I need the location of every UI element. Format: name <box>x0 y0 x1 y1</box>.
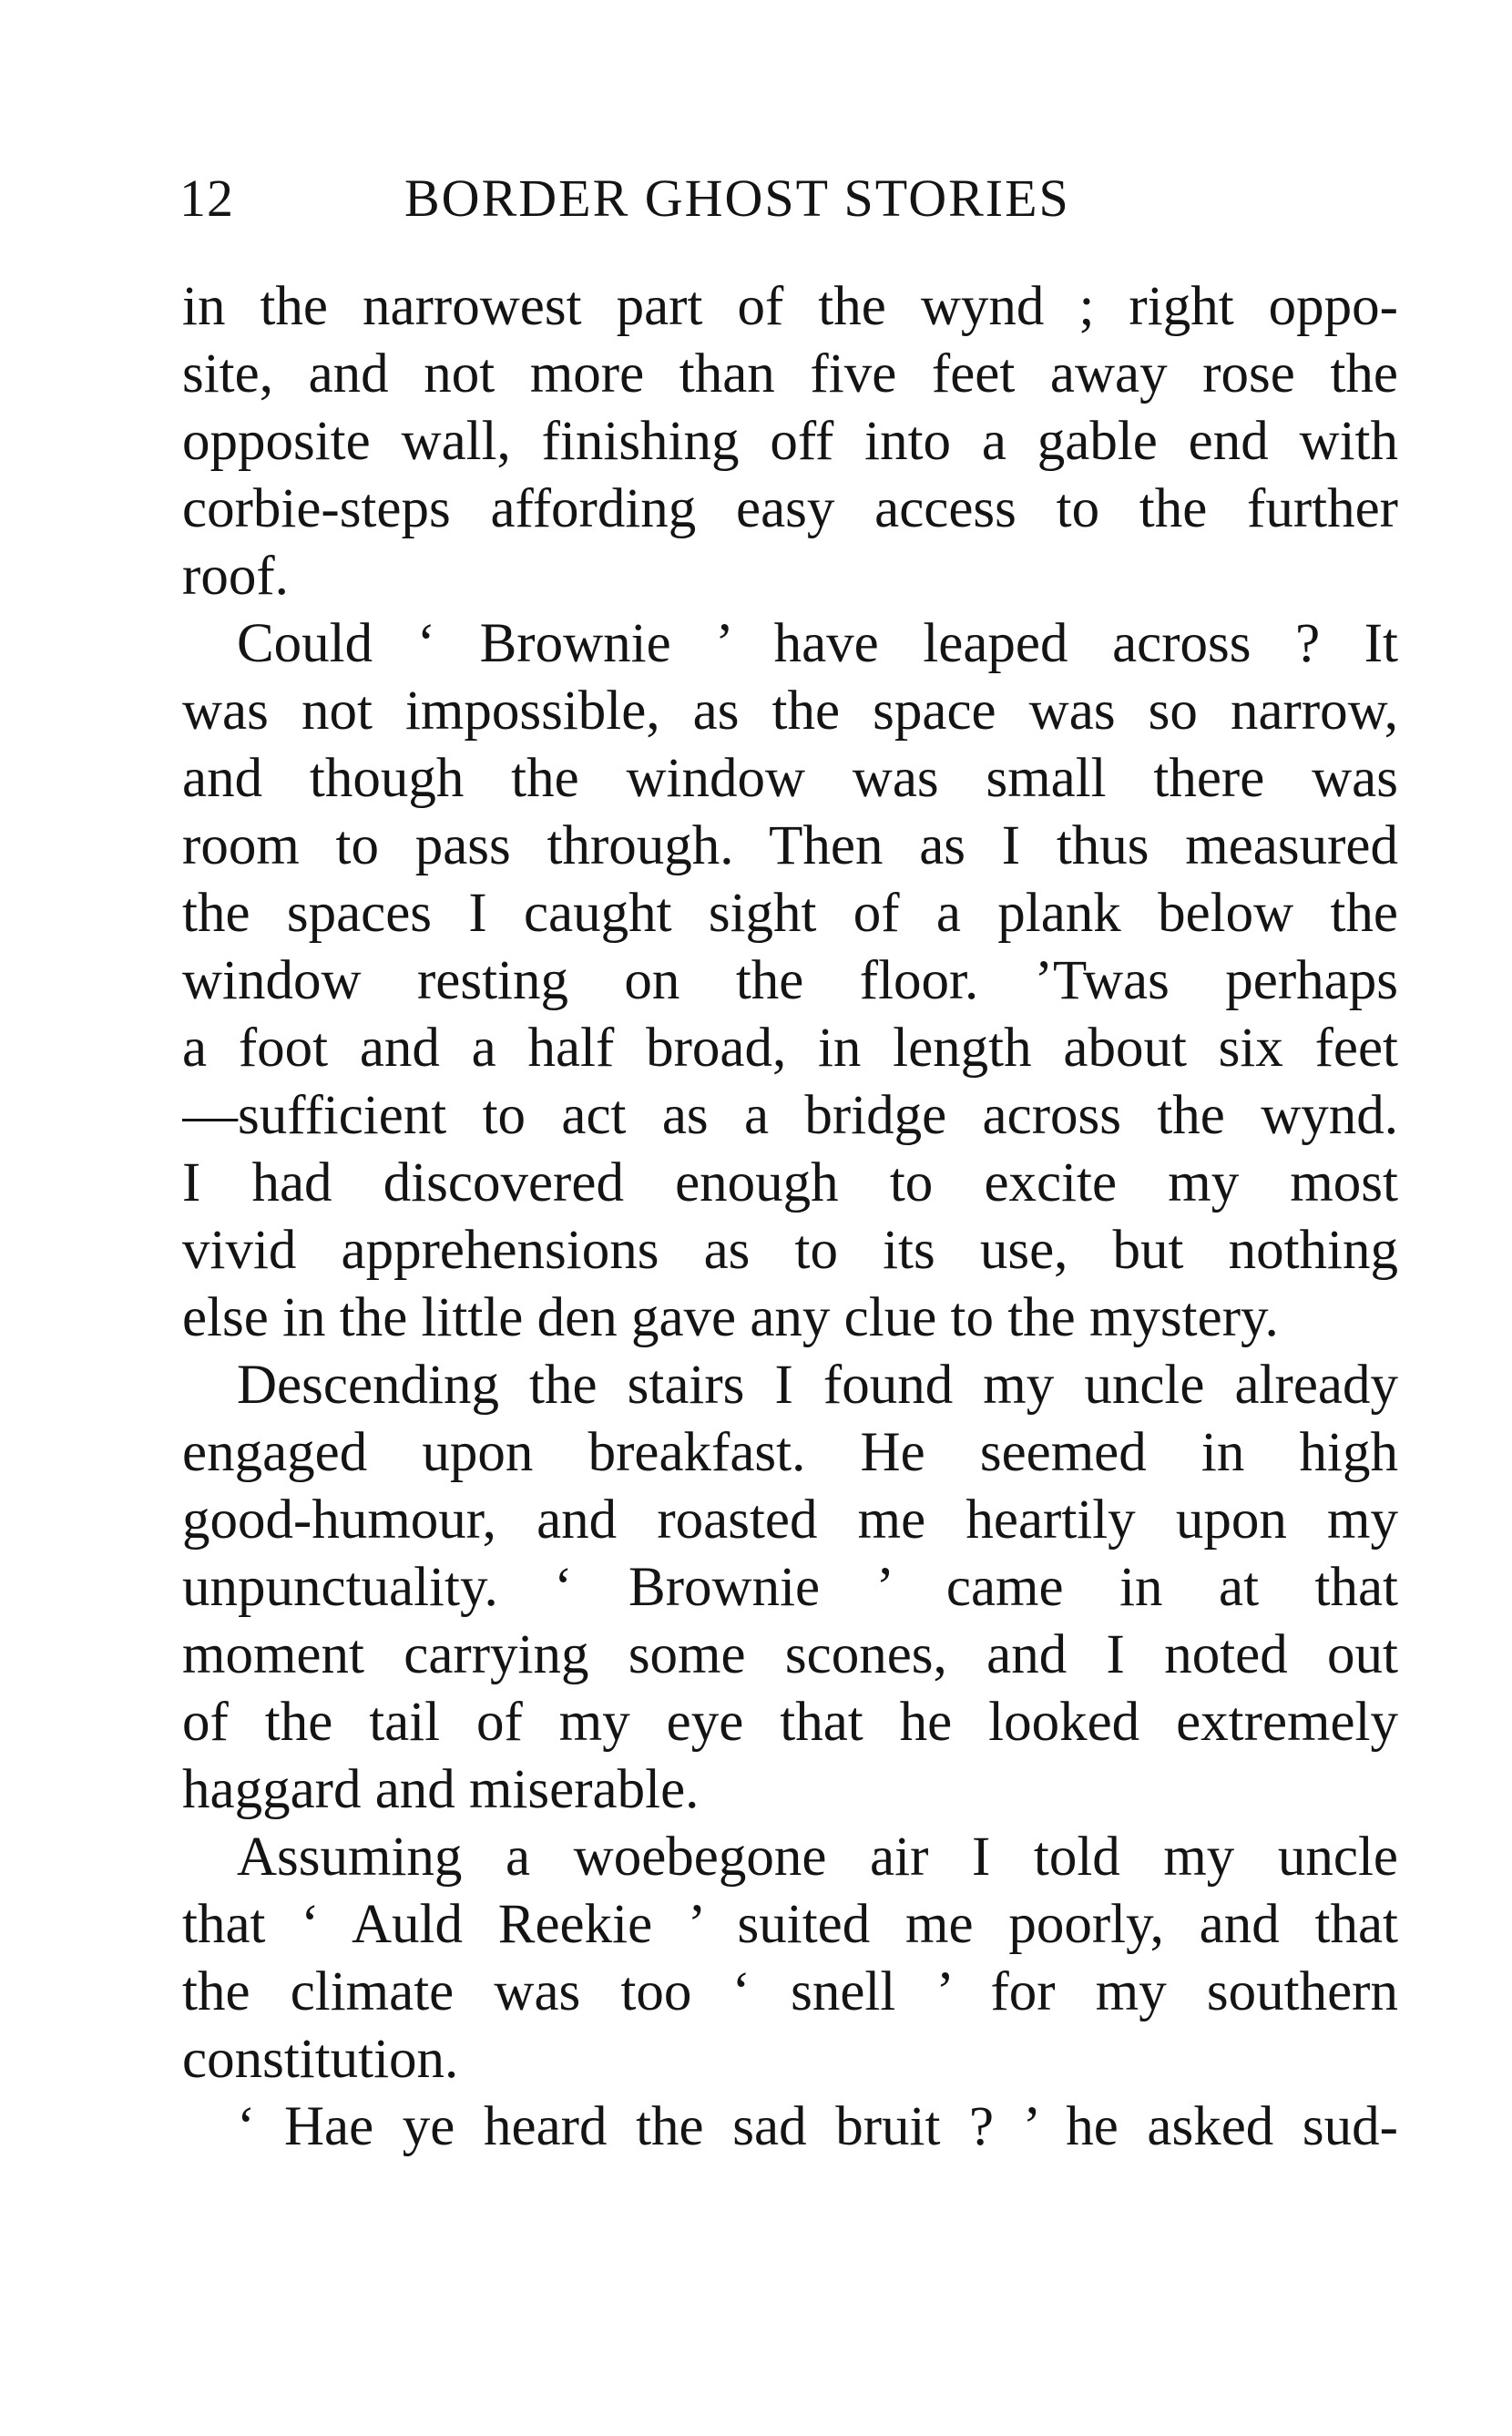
text-line: good-humour, and roasted me heartily upon my <box>182 1489 1398 1551</box>
text-line: and though the window was small there was <box>182 748 1398 809</box>
text-line: site, and not more than five feet away rose the <box>182 343 1398 404</box>
text-line: ‘ Hae ye heard the sad bruit ? ’ he asked sud- <box>237 2096 1398 2157</box>
text-line: roof. <box>182 546 289 607</box>
text-line: in the narrowest part of the wynd ; right oppo- <box>182 276 1398 337</box>
text-line: —sufficient to act as a bridge across the wynd. <box>182 1085 1398 1146</box>
text-line: the spaces I caught sight of a plank below the <box>182 883 1398 944</box>
text-line: of the tail of my eye that he looked extremely <box>182 1692 1398 1753</box>
text-line: room to pass through. Then as I thus measured <box>182 815 1398 876</box>
text-line: Could ‘ Brownie ’ have leaped across ? It <box>237 613 1398 674</box>
book-title: BORDER GHOST STORIES <box>404 169 1070 228</box>
text-line: constitution. <box>182 2029 459 2090</box>
text-line: vivid apprehensions as to its use, but nothing <box>182 1220 1398 1281</box>
text-line: was not impossible, as the space was so narrow, <box>182 681 1398 742</box>
text-line: opposite wall, finishing off into a gable end with <box>182 411 1398 472</box>
text-line: that ‘ Auld Reekie ’ suited me poorly, and that <box>182 1894 1398 1955</box>
text-line: engaged upon breakfast. He seemed in high <box>182 1422 1398 1483</box>
text-line: I had discovered enough to excite my most <box>182 1152 1398 1213</box>
text-line: the climate was too ‘ snell ’ for my southern <box>182 1961 1398 2022</box>
text-line: Assuming a woebegone air I told my uncle <box>237 1827 1398 1888</box>
text-line: Descending the stairs I found my uncle already <box>237 1355 1398 1416</box>
page-number: 12 <box>179 169 234 228</box>
text-line: corbie-steps affording easy access to the further <box>182 478 1398 539</box>
body-text <box>182 273 1398 2161</box>
text-line: window resting on the floor. ’Twas perhaps <box>182 950 1398 1011</box>
text-line: moment carrying some scones, and I noted out <box>182 1624 1398 1685</box>
running-head <box>179 162 1400 235</box>
text-line: else in the little den gave any clue to the mystery. <box>182 1287 1279 1348</box>
text-line: a foot and a half broad, in length about six feet <box>182 1018 1398 1079</box>
text-line: haggard and miserable. <box>182 1759 700 1820</box>
text-line: unpunctuality. ‘ Brownie ’ came in at that <box>182 1557 1398 1618</box>
